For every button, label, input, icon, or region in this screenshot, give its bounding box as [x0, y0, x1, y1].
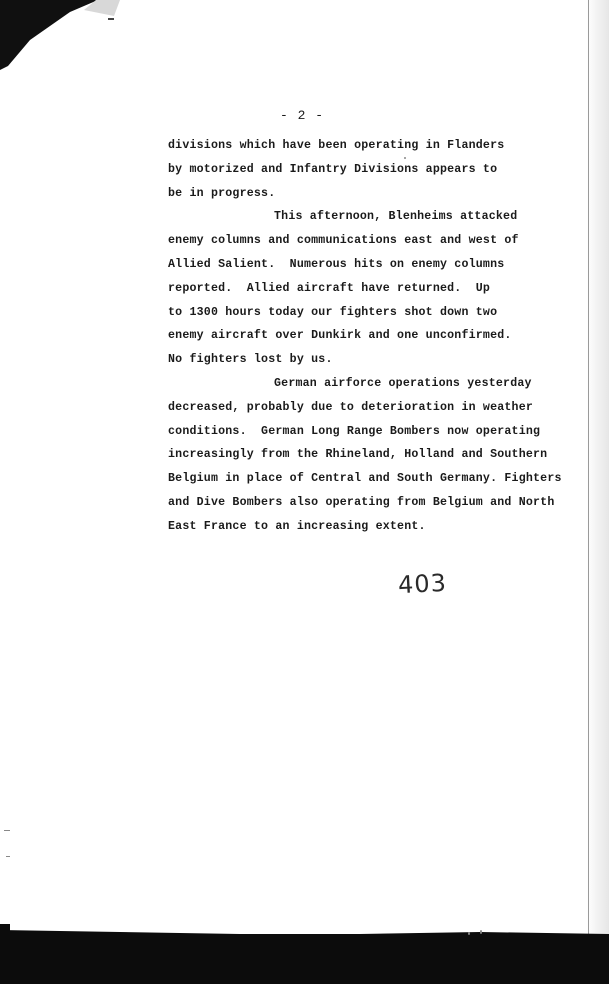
text-line: to 1300 hours today our fighters shot down two [168, 305, 498, 319]
text-line: reported. Allied aircraft have returned. Up [168, 281, 491, 295]
text-line: Allied Salient. Numerous hits on enemy columns [168, 257, 505, 271]
scan-speck [6, 856, 10, 857]
page-fold-line [588, 0, 589, 940]
text-line: decreased, probably due to deterioration in weather [168, 400, 534, 414]
scan-speck [480, 930, 482, 934]
scan-speck [404, 157, 406, 159]
page-number: - 2 - [280, 108, 325, 123]
bottom-shadow-band [0, 934, 609, 984]
page-right-edge [587, 0, 609, 984]
scan-speck [4, 830, 10, 831]
text-line: enemy columns and communications east and west of [168, 234, 519, 248]
paragraph-2 [168, 205, 568, 372]
text-line: be in progress. [168, 186, 276, 200]
text-line: increasingly from the Rhineland, Holland and Southern [168, 448, 548, 462]
left-shadow-bar [0, 924, 10, 984]
text-line: enemy aircraft over Dunkirk and one unconfirmed. [168, 329, 512, 343]
text-line: by motorized and Infantry Divisions appears to [168, 162, 498, 176]
text-line: This afternoon, Blenheims attacked [274, 210, 518, 224]
text-line: No fighters lost by us. [168, 353, 333, 367]
text-line: divisions which have been operating in Flanders [168, 139, 505, 152]
text-line: and Dive Bombers also operating from Belgium and North [168, 495, 555, 509]
body-text [168, 134, 568, 539]
corner-shadow [0, 0, 120, 70]
handwritten-note: 403 [397, 568, 448, 600]
text-line: East France to an increasing extent. [168, 519, 426, 533]
text-line: conditions. German Long Range Bombers now operating [168, 424, 541, 438]
paragraph-1 [168, 134, 568, 205]
text-line: Belgium in place of Central and South Germany. Fighters [168, 472, 562, 486]
scan-speck [468, 932, 470, 935]
paragraph-3 [168, 372, 568, 539]
text-line: German airforce operations yesterday [274, 376, 532, 390]
